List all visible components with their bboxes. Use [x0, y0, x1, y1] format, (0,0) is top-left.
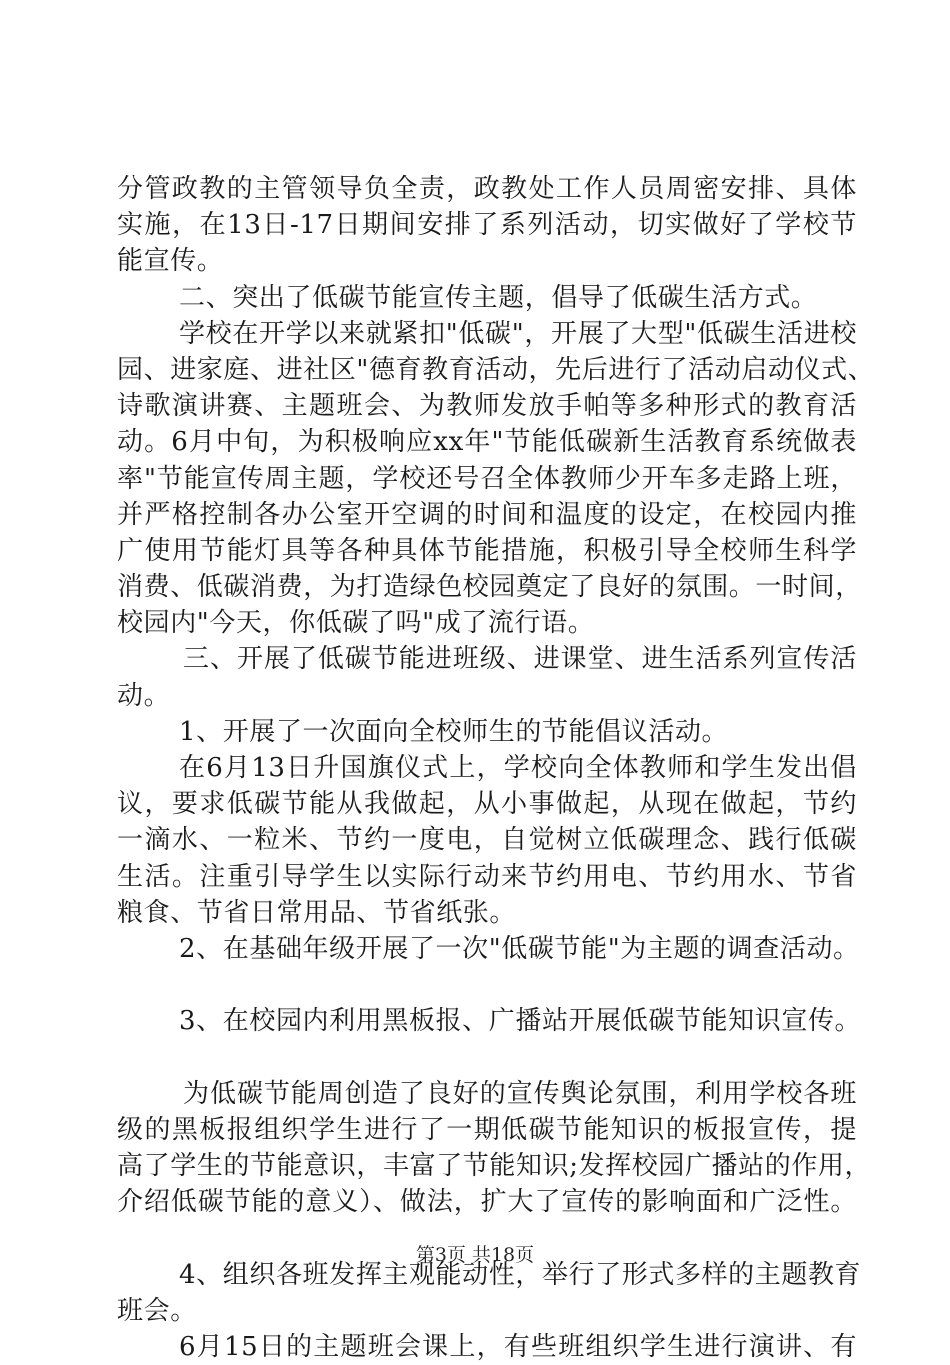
text-line: 率"节能宣传周主题，学校还号召全体教师少开车多走路上班， [117, 463, 857, 494]
text-line: 并严格控制各办公室开空调的时间和温度的设定，在校园内推 [117, 499, 857, 530]
text-line: 动。 [117, 680, 171, 711]
text-line: 动。6月中旬，为积极响应xx年"节能低碳新生活教育系统做表 [117, 427, 857, 458]
subsection-heading: 2、在基础年级开展了一次"低碳节能"为主题的调查活动。 [179, 933, 860, 964]
text-line: 介绍低碳节能的意义）、做法，扩大了宣传的影响面和广泛性。 [117, 1187, 857, 1218]
document-body [117, 171, 875, 1365]
section-heading: 二、突出了低碳节能宣传主题，倡导了低碳生活方式。 [179, 282, 818, 313]
page-number-footer: 第3页 共18页 [415, 1244, 535, 1266]
text-line: 园、进家庭、进社区"德育教育活动，先后进行了活动启动仪式、 [117, 354, 875, 385]
text-line: 校园内"今天，你低碳了吗"成了流行语。 [117, 608, 595, 639]
text-line: 学校在开学以来就紧扣"低碳"，开展了大型"低碳生活进校 [179, 318, 857, 349]
text-line: 为低碳节能周创造了良好的宣传舆论氛围，利用学校各班 [183, 1078, 857, 1109]
text-line: 粮食、节省日常用品、节省纸张。 [117, 897, 517, 928]
text-line: 6月15日的主题班会课上，有些班组织学生进行演讲、有 [179, 1332, 857, 1362]
text-line: 在6月13日升国旗仪式上，学校向全体教师和学生发出倡 [179, 753, 857, 783]
paragraph-gap [117, 967, 857, 1003]
subsection-heading: 4、组织各班发挥主观能动性，举行了形式多样的主题教育 [179, 1259, 862, 1290]
text-line: 诗歌演讲赛、主题班会、为教师发放手帕等多种形式的教育活 [117, 391, 857, 422]
text-line: 消费、低碳消费，为打造绿色校园奠定了良好的氛围。一时间， [117, 572, 862, 603]
paragraph-gap [117, 1040, 857, 1076]
section-heading: 三、开展了低碳节能进班级、进课堂、进生活系列宣传活 [183, 644, 857, 675]
text-line: 议，要求低碳节能从我做起，从小事做起，从现在做起，节约 [117, 789, 857, 820]
text-line: 生活。注重引导学生以实际行动来节约用电、节约用水、节省 [117, 861, 857, 892]
text-line: 广使用节能灯具等各种具体节能措施，积极引导全校师生科学 [117, 535, 857, 566]
text-line: 分管政教的主管领导负全责，政教处工作人员周密安排、具体 [117, 174, 857, 204]
text-line: 高了学生的节能意识，丰富了节能知识;发挥校园广播站的作用， [117, 1151, 872, 1182]
text-line: 能宣传。 [117, 246, 224, 277]
text-line: 班会。 [117, 1295, 197, 1326]
subsection-heading: 3、在校园内利用黑板报、广播站开展低碳节能知识宣传。 [179, 1006, 862, 1037]
text-line: 一滴水、一粒米、节约一度电，自觉树立低碳理念、践行低碳 [117, 825, 857, 856]
text-line: 级的黑板报组织学生进行了一期低碳节能知识的板报宣传，提 [117, 1114, 857, 1145]
text-line: 实施，在13日-17日期间安排了系列活动，切实做好了学校节 [117, 210, 857, 241]
subsection-heading: 1、开展了一次面向全校师生的节能倡议活动。 [179, 716, 729, 747]
